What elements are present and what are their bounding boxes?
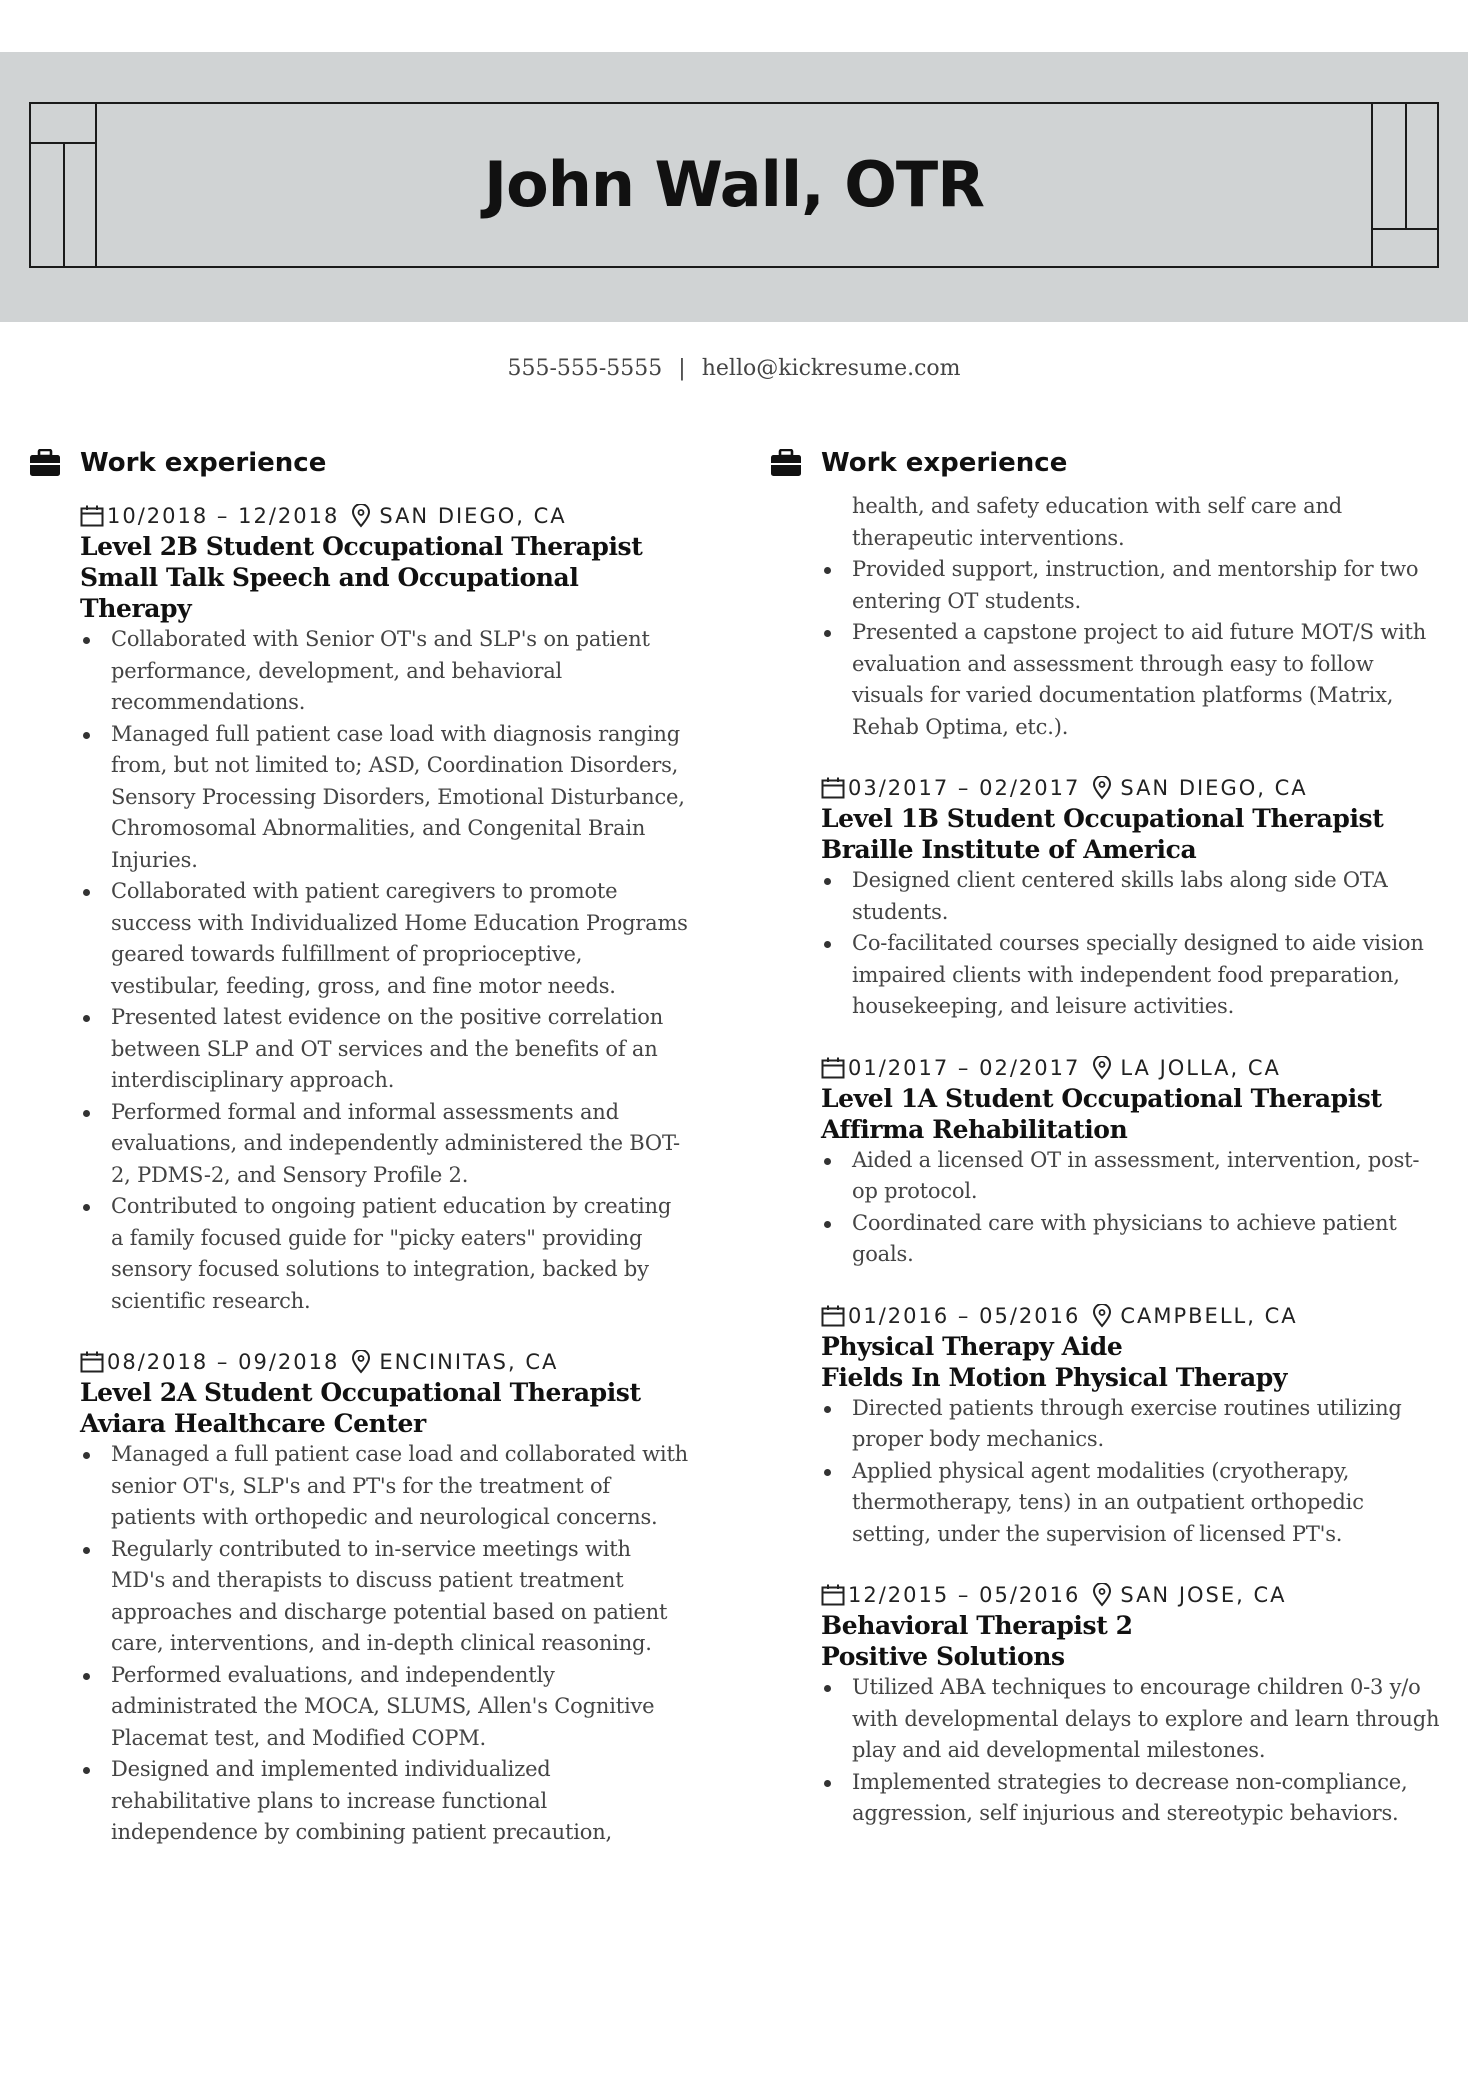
bullet-item: Performed evaluations, and independently administrated the MOCA, SLUMS, Allen's Cognitive Placemat test, and Modified COPM.: [80, 1660, 689, 1755]
contact-line: [0, 356, 1468, 381]
bullet-item: Collaborated with patient caregivers to promote success with Individualized Home Education Programs geared towards fulfillment of proprioceptive, vestibular, feeding, gross, and fine motor needs.: [80, 876, 689, 1002]
experience-entry: [80, 501, 689, 1317]
bullet-item: Coordinated care with physicians to achieve patient goals.: [821, 1208, 1440, 1271]
company-name: Small Talk Speech and Occupational Therapy: [80, 563, 579, 623]
experience-entry: [821, 1053, 1440, 1271]
entries-list: [29, 501, 689, 1849]
map-pin-icon: [351, 1350, 371, 1374]
bullet-item: Directed patients through exercise routines utilizing proper body mechanics.: [821, 1393, 1440, 1456]
bullet-item: Co-facilitated courses specially designed to aide vision impaired clients with independent food preparation, housekeeping, and leisure activities.: [821, 928, 1440, 1023]
phone-number[interactable]: 555-555-5555: [507, 356, 663, 381]
bullet-item: Utilized ABA techniques to encourage children 0-3 y/o with developmental delays to explore and learn through play and aid developmental milestones.: [821, 1672, 1440, 1767]
bullet-item: Managed a full patient case load and collaborated with senior OT's, SLP's and PT's for the treatment of patients with orthopedic and neurological concerns.: [80, 1439, 689, 1534]
calendar-icon: [821, 777, 845, 799]
map-pin-icon: [1092, 776, 1112, 800]
entry-location: LA JOLLA, CA: [1120, 1055, 1281, 1080]
entry-meta: [821, 773, 1440, 803]
bullet-item: Applied physical agent modalities (cryotherapy, thermotherapy, tens) in an outpatient orthopedic setting, under the supervision of licensed PT's.: [821, 1456, 1440, 1551]
company-name: Affirma Rehabilitation: [821, 1114, 1128, 1144]
bullet-item: Managed full patient case load with diagnosis ranging from, but not limited to; ASD, Coordination Disorders, Sensory Processing Disorders, Emotional Disturbance, Chromosomal Abnormalities, and Congenital Brain Injuries.: [80, 719, 689, 877]
entry-dates: 10/2018 – 12/2018: [107, 504, 340, 528]
calendar-icon: [80, 1351, 104, 1373]
calendar-icon: [821, 1057, 845, 1079]
entry-meta: [80, 501, 689, 531]
entry-dates: 01/2016 – 05/2016: [848, 1303, 1081, 1328]
entry-meta: [80, 1347, 689, 1377]
bullet-list: [821, 865, 1440, 1023]
bullet-list: [821, 1393, 1440, 1551]
job-title: Level 2B Student Occupational Therapist: [80, 532, 643, 561]
bullet-item: Designed and implemented individualized rehabilitative plans to increase functional independence by combining patient precaution,: [80, 1754, 689, 1849]
contact-separator: |: [678, 356, 686, 381]
briefcase-icon: [770, 449, 802, 477]
entry-location: ENCINITAS, CA: [379, 1350, 559, 1374]
experience-entry: [821, 1301, 1440, 1551]
bullet-item: Regularly contributed to in-service meetings with MD's and therapists to discuss patient treatment approaches and discharge potential based on patient care, interventions, and in-depth clinical reasoning.: [80, 1534, 689, 1660]
company-name: Braille Institute of America: [821, 835, 1197, 864]
candidate-name: John Wall, OTR: [484, 148, 984, 221]
bullet-item: Contributed to ongoing patient education by creating a family focused guide for "picky eaters" providing sensory focused solutions to integration, backed by scientific research.: [80, 1191, 689, 1317]
map-pin-icon: [351, 504, 371, 528]
entry-location: SAN DIEGO, CA: [1120, 776, 1308, 800]
section-heading: [29, 445, 689, 481]
bullet-item: Aided a licensed OT in assessment, intervention, post-op protocol.: [821, 1145, 1440, 1208]
entry-dates: 01/2017 – 02/2017: [848, 1055, 1081, 1080]
experience-entry: [821, 1580, 1440, 1830]
company-name: Aviara Healthcare Center: [80, 1409, 426, 1438]
section-title: Work experience: [821, 448, 1068, 478]
job-title: Physical Therapy Aide: [821, 1331, 1123, 1361]
entry-meta: [821, 1053, 1440, 1083]
bullet-list: [821, 1672, 1440, 1830]
experience-entry: [80, 1347, 689, 1849]
email-address[interactable]: hello@kickresume.com: [701, 356, 961, 381]
bullet-list: [821, 491, 1440, 743]
bullet-item: Provided support, instruction, and mentorship for two entering OT students.: [821, 554, 1440, 617]
briefcase-icon: [29, 449, 61, 477]
job-title: Level 1A Student Occupational Therapist: [821, 1083, 1382, 1113]
right-column: [770, 445, 1440, 1860]
bullet-item: Collaborated with Senior OT's and SLP's on patient performance, development, and behavioral recommendations.: [80, 624, 689, 719]
continued-entry: [821, 491, 1440, 743]
company-name: Fields In Motion Physical Therapy: [821, 1362, 1287, 1392]
calendar-icon: [821, 1305, 845, 1327]
job-title: Level 2A Student Occupational Therapist: [80, 1378, 641, 1407]
entry-meta: [821, 1580, 1440, 1610]
company-name: Positive Solutions: [821, 1642, 1065, 1671]
left-column: [29, 445, 689, 1879]
bullet-item: Designed client centered skills labs along side OTA students.: [821, 865, 1440, 928]
section-title: Work experience: [80, 448, 327, 478]
bullet-item: Presented a capstone project to aid future MOT/S with evaluation and assessment through easy to follow visuals for varied documentation platforms (Matrix, Rehab Optima, etc.).: [821, 617, 1440, 743]
entry-meta: [821, 1301, 1440, 1331]
entry-dates: 03/2017 – 02/2017: [848, 776, 1081, 800]
calendar-icon: [80, 505, 104, 527]
calendar-icon: [821, 1584, 845, 1606]
entry-location: SAN JOSE, CA: [1120, 1583, 1287, 1607]
job-title: Level 1B Student Occupational Therapist: [821, 804, 1384, 833]
map-pin-icon: [1092, 1304, 1112, 1328]
map-pin-icon: [1092, 1583, 1112, 1607]
bullet-item: Implemented strategies to decrease non-compliance, aggression, self injurious and stereotypic behaviors.: [821, 1767, 1440, 1830]
entry-dates: 08/2018 – 09/2018: [107, 1350, 340, 1374]
entry-location: CAMPBELL, CA: [1120, 1303, 1298, 1328]
entry-location: SAN DIEGO, CA: [379, 504, 567, 528]
section-heading: [770, 445, 1440, 481]
entry-dates: 12/2015 – 05/2016: [848, 1583, 1081, 1607]
job-title: Behavioral Therapist 2: [821, 1611, 1133, 1640]
bullet-item: Performed formal and informal assessments and evaluations, and independently administered the BOT-2, PDMS-2, and Sensory Profile 2.: [80, 1097, 689, 1192]
bullet-list: [80, 1439, 689, 1849]
continued-bullet-text: health, and safety education with self care and therapeutic interventions.: [852, 494, 1343, 550]
map-pin-icon: [1092, 1056, 1112, 1080]
experience-entry: [821, 773, 1440, 1023]
bullet-item: Presented latest evidence on the positive correlation between SLP and OT services and the benefits of an interdisciplinary approach.: [80, 1002, 689, 1097]
bullet-list: [80, 624, 689, 1317]
bullet-list: [821, 1145, 1440, 1271]
entries-list: [770, 491, 1440, 1830]
